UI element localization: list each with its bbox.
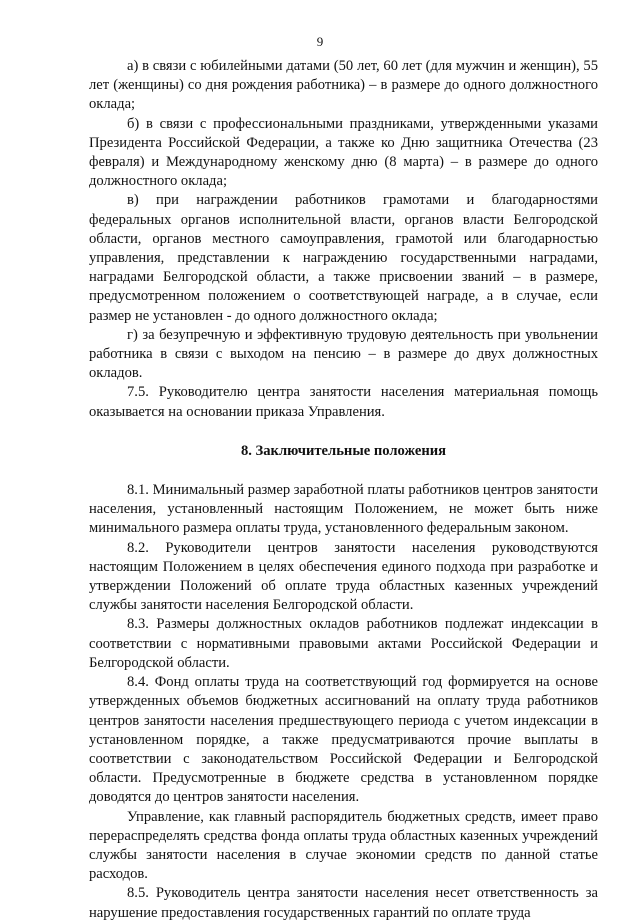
- paragraph-8-4-continued: Управление, как главный распорядитель бюджетных средств, имеет право перераспределять средства фонда оплаты труда областных казенных учреждений службы занятости населения в случае экономии средств по данной статье расходов.: [89, 808, 598, 883]
- page-number: 9: [316, 34, 324, 49]
- list-item-g: г) за безупречную и эффективную трудовую деятельность при увольнении работника в связи с выходом на пенсию – в размере до двух должностных окладов.: [89, 326, 598, 382]
- paragraph-7-5: 7.5. Руководителю центра занятости населения материальная помощь оказывается на основании приказа Управления.: [89, 384, 598, 420]
- paragraph-8-1: 8.1. Минимальный размер заработной платы работников центров занятости населения, установленный настоящим Положением, не может быть ниже минимального размера оплаты труда, установленного федеральным законом.: [89, 482, 598, 537]
- paragraph-8-5: 8.5. Руководитель центра занятости населения несет ответственность за нарушение предоставления государственных гарантий по оплате труда: [89, 885, 598, 921]
- paragraph-8-2: 8.2. Руководители центров занятости населения руководствуются настоящим Положением в целях обеспечения единого подхода при разработке и утверждении Положений об оплате труда областных казенных учреждений службы занятости населения Белгородской области.: [89, 539, 598, 614]
- list-item-v: в) при награждении работников грамотами и благодарностями федеральных органов исполнительной власти, органов власти Белгородской области, органов местного самоуправления, грамотой или благодарностью управления, представлении к награждению государственными наградами, наградами Белгородской области, а также присвоении званий – в размере, предусмотренном положением о соответствующей награде, а в случае, если размер не установлен - до одного должностного оклада;: [89, 192, 598, 324]
- section-heading: 8. Заключительные положения: [240, 442, 447, 459]
- list-item-b: б) в связи с профессиональными праздниками, утвержденными указами Президента Российской Федерации, а также ко Дню защитника Отечества (23 февраля) и Международному женскому дню (8 марта) – в размере до одного должностного оклада;: [89, 115, 598, 190]
- list-item-a: а) в связи с юбилейными датами (50 лет, 60 лет (для мужчин и женщин), 55 лет (женщины) со дня рождения работника) – в размере до одного должностного оклада;: [89, 58, 598, 113]
- paragraph-8-4: 8.4. Фонд оплаты труда на соответствующий год формируется на основе утвержденных объемов бюджетных ассигнований на оплату труда работников центров занятости населения предшествующего периода с учетом индексации в установленном порядке, а также предусматриваются прочие выплаты в соответствии с законодательством Российской Федерации и Белгородской области. Предусмотренные в бюджете средства в установленном порядке доводятся до центров занятости населения.: [89, 674, 598, 806]
- document-body: [89, 57, 598, 923]
- paragraph-8-3: 8.3. Размеры должностных окладов работников подлежат индексации в соответствии с нормативными правовыми актами Российской Федерации и Белгородской области.: [89, 616, 598, 671]
